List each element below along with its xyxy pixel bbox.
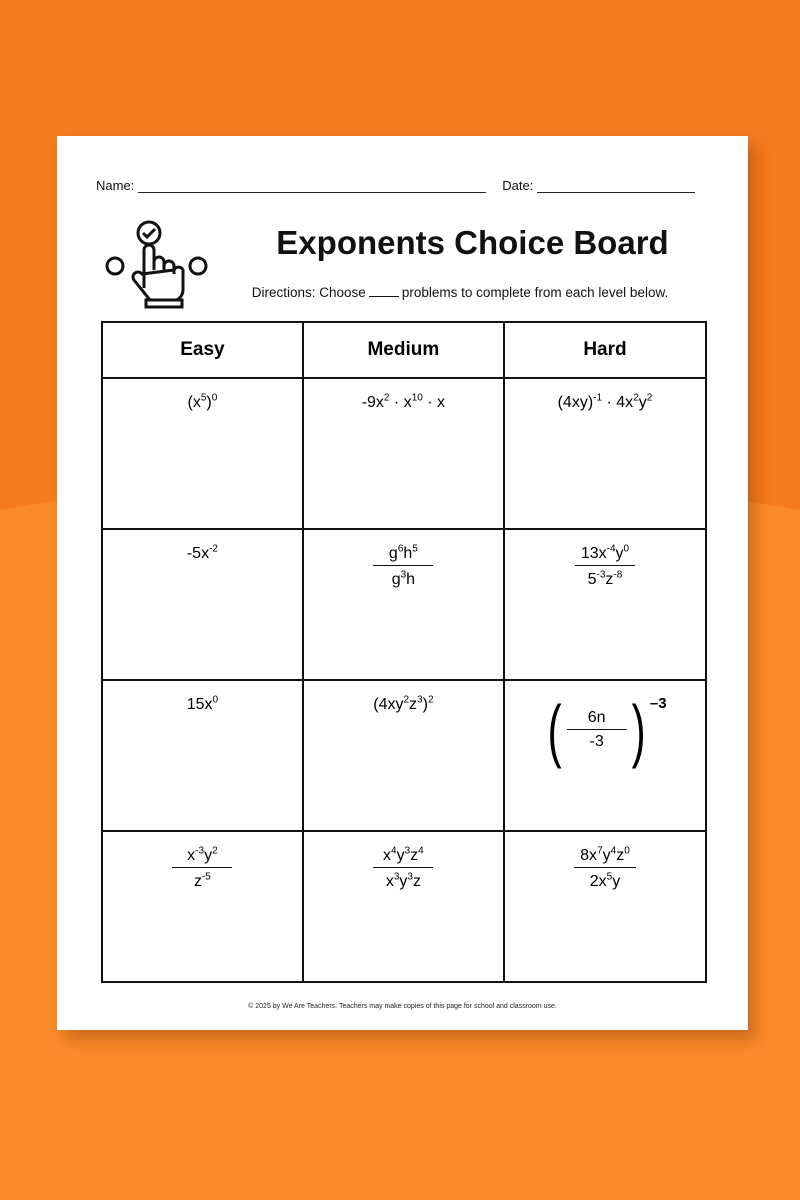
denominator (194, 868, 211, 890)
base-term: z (605, 570, 614, 588)
exponent: 3 (404, 846, 411, 857)
problem-cell[interactable] (102, 529, 303, 680)
exponent: 5 (606, 871, 613, 883)
base-term: y (638, 394, 647, 412)
base-term: x (187, 847, 196, 865)
problem-expression (574, 846, 636, 891)
exponent: -4 (606, 544, 616, 555)
base-term: ) (206, 394, 212, 412)
denominator (590, 868, 620, 890)
fraction (567, 709, 627, 751)
denominator-terms (386, 873, 421, 890)
base-term: 8x (580, 847, 598, 865)
exponent: 2 (427, 695, 434, 706)
fraction (574, 846, 636, 891)
numerator-terms (580, 847, 630, 864)
base-term: (4xy) (557, 394, 594, 412)
problem-cell[interactable] (504, 831, 706, 982)
expression (373, 696, 433, 713)
denominator-terms (392, 571, 415, 588)
fraction (575, 544, 635, 589)
denominator (392, 566, 415, 588)
exponent: 2 (383, 393, 390, 404)
base-term: z (193, 872, 202, 890)
base-term: y (399, 872, 408, 890)
exponent: 3 (417, 695, 423, 706)
exponent: -1 (593, 393, 603, 404)
exponent: 4 (418, 846, 424, 857)
exponent: -3 (195, 846, 205, 857)
exponent: 2 (633, 393, 639, 404)
fraction (373, 544, 433, 589)
exponent: 0 (624, 846, 630, 857)
numerator-terms (187, 847, 217, 864)
base-term: g (391, 570, 401, 588)
page-title: Exponents Choice Board (276, 224, 669, 261)
denominator-terms (194, 873, 211, 890)
problem-expression (172, 846, 232, 891)
base-term: z (409, 696, 418, 714)
base-term: y (204, 847, 213, 865)
exponent: 5 (412, 544, 418, 555)
numerator-terms (389, 545, 418, 562)
exponent: 3 (407, 871, 413, 883)
column-header-hard: Hard (504, 322, 706, 378)
problem-cell[interactable] (102, 378, 303, 529)
fraction (172, 846, 232, 891)
expression (188, 394, 218, 411)
problem-cell[interactable] (504, 680, 706, 831)
problem-expression (575, 544, 635, 589)
base-term: -5x (186, 545, 210, 563)
name-label: Name: (96, 178, 135, 193)
numerator-terms (383, 847, 424, 864)
name-date-row (96, 178, 708, 193)
exponent: 5 (200, 393, 207, 404)
base-term: (x (187, 394, 201, 412)
base-term: · x (422, 394, 446, 412)
column-header-easy: Easy (102, 322, 303, 378)
base-term: h (406, 570, 416, 588)
right-paren: ) (631, 691, 646, 769)
denominator-terms (589, 733, 603, 750)
base-term: y (615, 545, 624, 563)
denominator-terms (590, 873, 620, 890)
column-header-medium: Medium (303, 322, 504, 378)
table-row (102, 680, 706, 831)
problem-cell[interactable] (303, 378, 504, 529)
problem-expression (362, 393, 445, 412)
exponent: 10 (411, 393, 423, 404)
exponent: 3 (393, 871, 400, 883)
problem-cell[interactable] (102, 831, 303, 982)
exponent: -5 (201, 871, 211, 883)
hand-pointer-check-icon (102, 218, 212, 310)
problem-expression (558, 393, 653, 412)
date-line[interactable] (537, 178, 695, 193)
exponent: 0 (212, 695, 219, 706)
exponent: 2 (646, 393, 653, 404)
base-term: · 4x (602, 394, 634, 412)
numerator (172, 846, 232, 868)
numerator (574, 846, 636, 868)
base-term: 13x (580, 545, 607, 563)
table-row (102, 378, 706, 529)
numerator (373, 544, 433, 566)
expression (558, 394, 653, 411)
exponent: 2 (212, 846, 218, 857)
left-paren: ( (547, 691, 562, 769)
exponent: 4 (610, 846, 617, 857)
base-term: y (396, 847, 405, 865)
name-line[interactable] (138, 178, 486, 193)
problem-cell[interactable] (303, 680, 504, 831)
base-term: z (616, 847, 625, 865)
expression (187, 545, 218, 562)
exponent: 4 (391, 846, 397, 857)
copyright-footer: © 2025 by We Are Teachers. Teachers may make copies of this page for school and classroom use. (248, 1003, 557, 1010)
problem-cell[interactable] (102, 680, 303, 831)
date-label: Date: (502, 178, 534, 193)
problem-cell[interactable] (303, 831, 504, 982)
exponent: 6 (397, 544, 404, 555)
problem-cell[interactable] (504, 378, 706, 529)
problem-expression (187, 544, 218, 563)
table-row (102, 529, 706, 680)
table-row (102, 831, 706, 982)
count-blank[interactable] (369, 296, 399, 297)
numerator-terms (588, 709, 606, 726)
choice-board-table (101, 321, 707, 983)
directions-text-end: problems to complete from each level below. (401, 285, 669, 300)
problem-expression (187, 695, 218, 714)
numerator-terms (581, 545, 629, 562)
base-term: -3 (589, 733, 604, 750)
exponent: 0 (211, 393, 218, 404)
fraction (373, 846, 433, 891)
directions (217, 285, 703, 300)
base-term: (4xy (373, 696, 404, 714)
exponent: -8 (613, 569, 623, 581)
base-term: z (410, 847, 419, 865)
denominator (588, 566, 623, 588)
base-term: y (612, 872, 621, 890)
denominator (589, 730, 603, 751)
parenthesized-fraction (543, 691, 667, 769)
denominator (386, 868, 421, 890)
base-term: h (403, 545, 413, 563)
numerator (373, 846, 433, 868)
problem-expression (373, 846, 433, 891)
base-term: g (388, 545, 398, 563)
exponent: 7 (597, 846, 603, 857)
base-term: 15x (186, 696, 213, 714)
exponent: 3 (400, 569, 407, 581)
problem-cell[interactable] (303, 529, 504, 680)
base-term: 5 (587, 570, 597, 588)
numerator (567, 709, 627, 730)
outer-exponent: –3 (649, 695, 667, 712)
base-term: -9x (361, 394, 384, 412)
base-term: 2x (589, 872, 607, 890)
problem-cell[interactable] (504, 529, 706, 680)
denominator-terms (588, 571, 623, 588)
base-term: ) (422, 696, 428, 714)
problem-expression (373, 695, 433, 714)
problem-expression (373, 544, 433, 589)
expression (187, 696, 218, 713)
base-term: · x (389, 394, 412, 412)
exponent: -3 (596, 569, 606, 581)
problem-expression (188, 393, 218, 412)
exponent: 0 (623, 544, 630, 555)
base-term: y (602, 847, 611, 865)
base-term: x (385, 872, 394, 890)
exponent: 2 (403, 695, 410, 706)
problem-expression (543, 691, 667, 769)
worksheet (57, 136, 748, 1030)
numerator (575, 544, 635, 566)
exponent: -2 (209, 544, 218, 555)
base-term: 6n (587, 709, 606, 726)
base-term: z (412, 872, 421, 890)
base-term: x (383, 847, 392, 865)
expression (362, 394, 445, 411)
directions-text: Directions: Choose (251, 285, 366, 300)
